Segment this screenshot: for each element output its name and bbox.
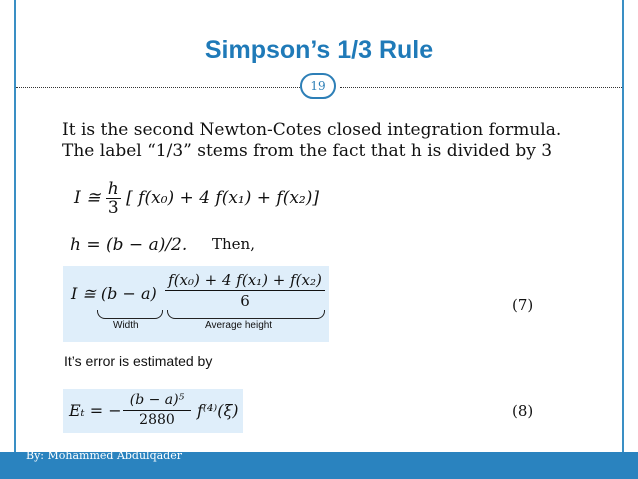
eq7-denominator: 6	[240, 292, 250, 310]
eq1-lhs: I ≅	[74, 188, 101, 208]
frame-left-line	[14, 0, 16, 452]
frame-right-line	[622, 0, 624, 452]
divider-right	[340, 87, 622, 88]
equation-simpson-basic	[74, 180, 319, 228]
slide-title: Simpson’s 1/3 Rule	[204, 36, 434, 64]
width-label: Width	[113, 320, 139, 331]
eq8-lhs: Eₜ = −	[69, 401, 122, 420]
eq7-numerator: f(x₀) + 4 f(x₁) + f(x₂)	[165, 270, 325, 291]
eq1-denominator: 3	[107, 198, 119, 218]
error-intro-text: It’s error is estimated by	[64, 353, 213, 369]
equation-7-box	[63, 266, 329, 342]
equation-7-number: (7)	[512, 296, 534, 314]
equation-8-number: (8)	[512, 402, 534, 420]
intro-text	[62, 120, 561, 162]
eq1-fraction	[106, 180, 121, 217]
page-number-badge: 19	[300, 73, 336, 99]
eq8-numerator: (b − a)⁵	[123, 391, 191, 411]
intro-line-1: It is the second Newton-Cotes closed integration formula.	[62, 120, 562, 140]
divider-left	[16, 87, 300, 88]
eq1-numerator: h	[107, 179, 119, 199]
then-label: Then,	[212, 235, 255, 253]
footer-bar	[0, 449, 638, 479]
intro-line-2: The label “1/3” stems from the fact that h is divided by 3	[62, 141, 553, 161]
eq8-denominator: 2880	[139, 412, 175, 428]
equation-8-box	[63, 389, 243, 433]
footer-author: By: Mohammed Abdulqader	[26, 449, 182, 462]
average-height-label: Average height	[205, 320, 273, 331]
eq7-fraction	[165, 270, 325, 311]
eq7-lhs: I ≅ (b − a)	[71, 284, 157, 303]
width-brace	[97, 310, 163, 319]
eq8-rest: f⁽⁴⁾(ξ)	[197, 401, 239, 420]
equation-h-definition: h = (b − a)/2.	[70, 235, 188, 255]
average-height-brace	[167, 310, 325, 319]
eq8-fraction	[123, 391, 191, 430]
eq1-rhs: [ f(x₀) + 4 f(x₁) + f(x₂)]	[126, 188, 320, 208]
